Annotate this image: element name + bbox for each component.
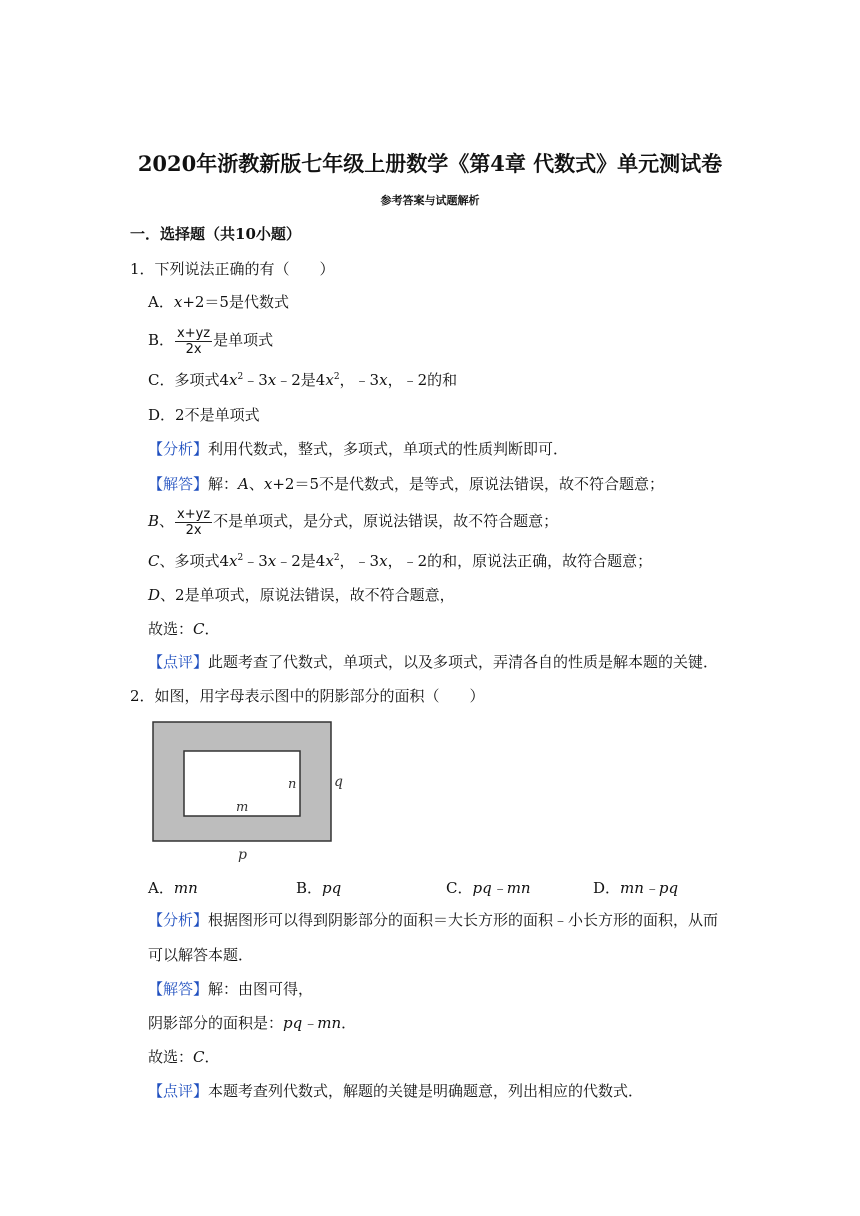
q2-comment: 【点评】本题考查列代数式，解题的关键是明确题意，列出相应的代数式． bbox=[148, 1082, 644, 1100]
label-q: q bbox=[334, 774, 343, 790]
q1-option-d: D．2不是单项式 bbox=[148, 406, 260, 424]
label-n: n bbox=[288, 777, 297, 792]
page-title: 2020年浙教新版七年级上册数学《第4章 代数式》单元测试卷 bbox=[137, 151, 723, 176]
q1-analysis: 【分析】利用代数式，整式，多项式，单项式的性质判断即可． bbox=[148, 440, 569, 458]
analysis-tag: 【分析】 bbox=[148, 911, 209, 929]
q2-analysis-line-1: 【分析】根据图形可以得到阴影部分的面积＝大长方形的面积﹣小长方形的面积，从而 bbox=[148, 911, 719, 929]
q1-answer: 故选：C． bbox=[148, 620, 220, 638]
solution-tag: 【解答】 bbox=[148, 980, 209, 998]
rectangle-figure bbox=[148, 718, 348, 863]
q2-area: 阴影部分的面积是：pq﹣mn． bbox=[148, 1014, 357, 1032]
section-heading: 一．选择题（共10小题） bbox=[130, 225, 301, 243]
q1-option-b: B． $\frac{x+yz}{2x}$ 是单项式 bbox=[148, 325, 274, 357]
q2-analysis-line-2: 可以解答本题． bbox=[148, 946, 254, 964]
fraction: $\frac{x+yz}{2x}$ bbox=[177, 325, 211, 357]
q1-solution-line-4: D、2是单项式，原说法错误，故不符合题意， bbox=[148, 586, 455, 604]
q1-option-a: A．x+2＝5是代数式 bbox=[148, 293, 289, 311]
analysis-tag: 【分析】 bbox=[148, 440, 209, 458]
solution-tag: 【解答】 bbox=[148, 475, 209, 493]
label-m: m bbox=[236, 800, 249, 815]
q2-option-a: A．mn bbox=[148, 879, 198, 897]
q1-solution-line-3: C、多项式$4x^2﹣3x﹣2$是$4x^2$，﹣3x，﹣2的和，原说法正确，故符合题意； bbox=[148, 552, 653, 570]
q2-option-d: D．mn﹣pq bbox=[593, 879, 679, 897]
comment-tag: 【点评】 bbox=[148, 653, 209, 671]
label-p: p bbox=[238, 847, 247, 863]
q2-answer: 故选：C． bbox=[148, 1048, 220, 1066]
q2-option-c: C．pq﹣mn bbox=[446, 879, 531, 897]
q1-solution-line-2: B、 $\frac{x+yz}{2x}$ 不是单项式，是分式，原说法错误，故不符合题意； bbox=[148, 506, 559, 538]
q1-stem: 1．下列说法正确的有（ ） bbox=[130, 260, 335, 278]
q1-solution-line-1: 【解答】解：A、x+2＝5不是代数式，是等式，原说法错误，故不符合题意； bbox=[148, 475, 665, 493]
q1-comment: 【点评】此题考查了代数式，单项式，以及多项式，弄清各自的性质是解本题的关键． bbox=[148, 653, 719, 671]
page-subtitle: 参考答案与试题解析 bbox=[380, 194, 480, 207]
q2-solution: 【解答】解：由图可得， bbox=[148, 980, 314, 998]
fraction: $\frac{x+yz}{2x}$ bbox=[177, 506, 211, 538]
comment-tag: 【点评】 bbox=[148, 1082, 209, 1100]
q2-stem: 2．如图，用字母表示图中的阴影部分的面积（ ） bbox=[130, 687, 485, 705]
q2-option-b: B．pq bbox=[296, 879, 342, 897]
q1-option-c: C．多项式$4x^2﹣3x﹣2$是$4x^2$，﹣3x，﹣2的和 bbox=[148, 371, 458, 389]
